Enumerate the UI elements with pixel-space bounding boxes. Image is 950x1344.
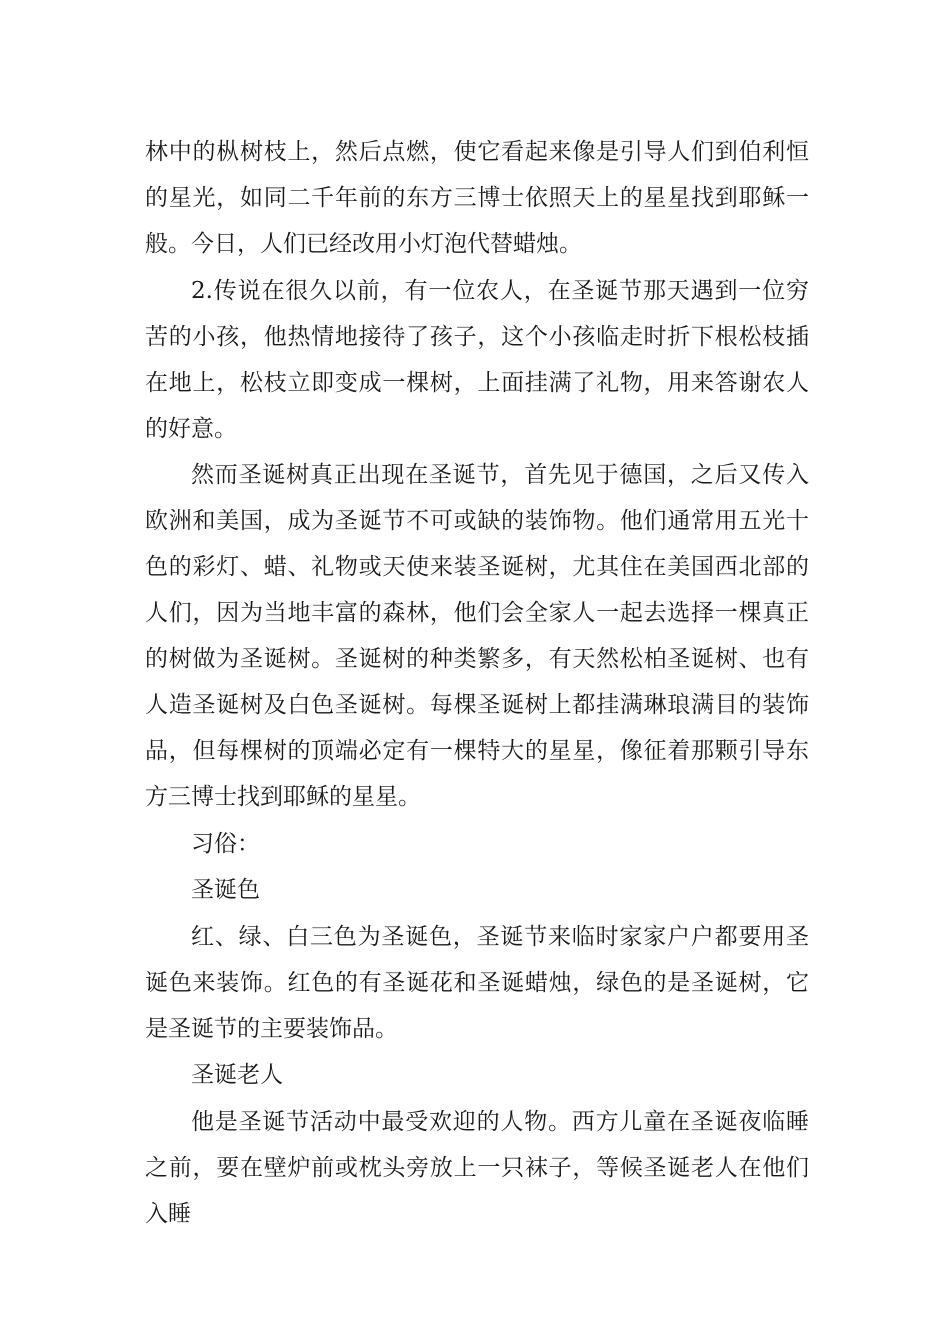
paragraph-3: 然而圣诞树真正出现在圣诞节，首先见于德国，之后又传入欧洲和美国，成为圣诞节不可或缺的装饰物。他们通常用五光十色的彩灯、蜡、礼物或天使来装圣诞树，尤其住在美国西北部的人们，因为当地丰富的森林，他们会全家人一起去选择一棵真正的树做为圣诞树。圣诞树的种类繁多，有天然松柏圣诞树、也有人造圣诞树及白色圣诞树。每棵圣诞树上都挂满琳琅满目的装饰品，但每棵树的顶端必定有一棵特大的星星，像征着那颗引导东方三博士找到耶稣的星星。 — [145, 462, 809, 810]
subheading-santa-claus: 圣诞老人 — [191, 1062, 283, 1088]
document-body — [145, 129, 809, 1237]
paragraph-1: 林中的枞树枝上，然后点燃，使它看起来像是引导人们到伯利恒的星光，如同二千年前的东方三博士依照天上的星星找到耶稣一般。今日，人们已经改用小灯泡代替蜡烛。 — [145, 139, 809, 257]
paragraph-santa-claus: 他是圣诞节活动中最受欢迎的人物。西方儿童在圣诞夜临睡之前，要在壁炉前或枕头旁放上一只袜子，等候圣诞老人在他们入睡 — [145, 1108, 809, 1227]
subheading-christmas-colors: 圣诞色 — [191, 877, 260, 903]
paragraph-christmas-colors: 红、绿、白三色为圣诞色，圣诞节来临时家家户户都要用圣诞色来装饰。红色的有圣诞花和圣诞蜡烛，绿色的是圣诞树，它是圣诞节的主要装饰品。 — [145, 923, 809, 1042]
paragraph-2: 2.传说在很久以前，有一位农人，在圣诞节那天遇到一位穷苦的小孩，他热情地接待了孩子，这个小孩临走时折下根松枝插在地上，松枝立即变成一棵树，上面挂满了礼物，用来答谢农人的好意。 — [145, 277, 809, 442]
section-heading-customs: 习俗： — [191, 830, 260, 857]
